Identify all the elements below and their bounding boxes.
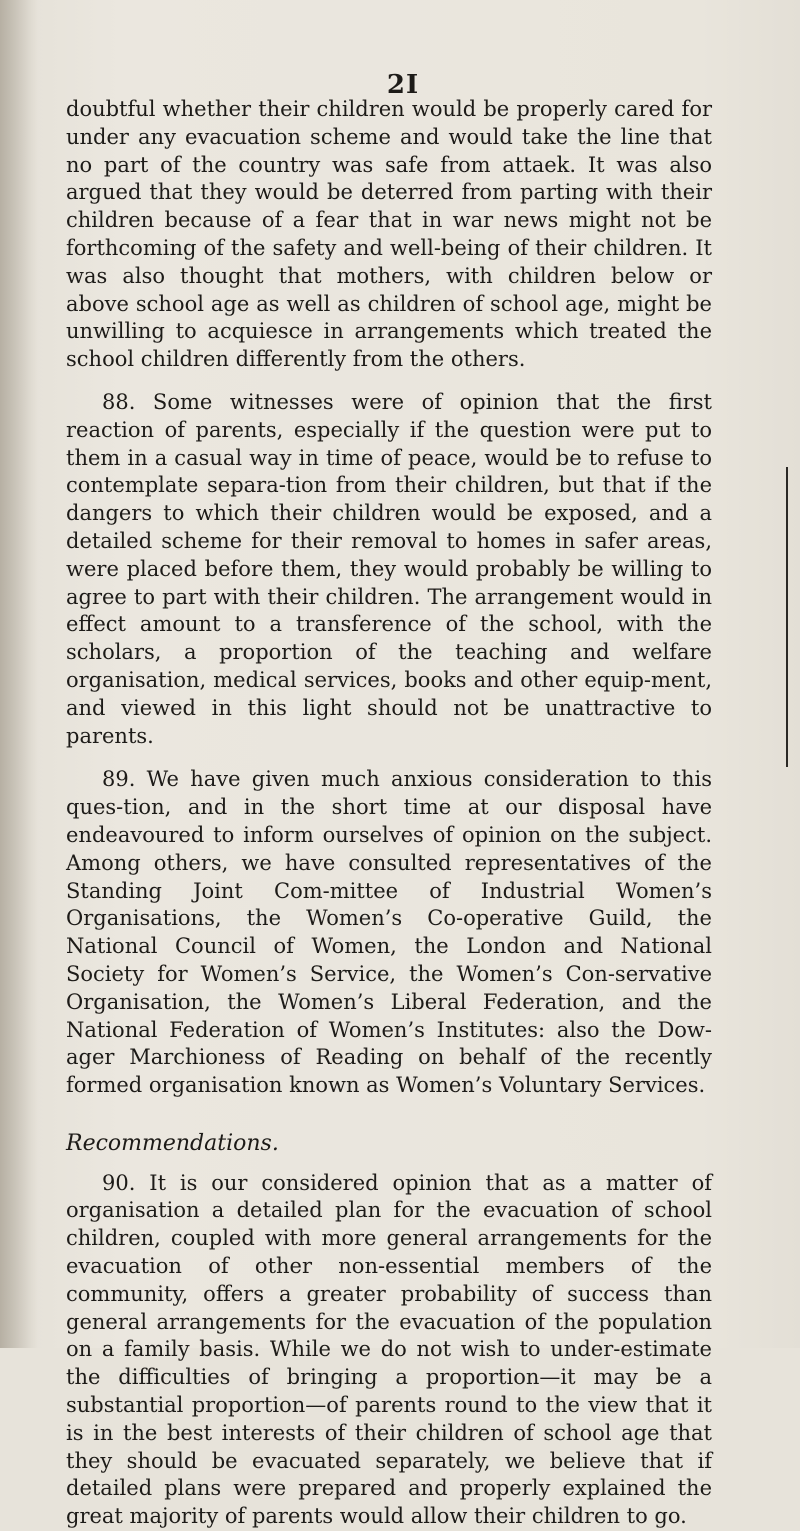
body-text [66, 96, 712, 1531]
paragraph-88: 88. Some witnesses were of opinion that the first reaction of parents, especially if the question were put to them in a casual way in time of peace, would be to refuse to contemplate separa-tion from their children, but that if the dangers to which their children would be exposed, and a detailed scheme for their removal to homes in safer areas, were placed before them, they would probably be willing to agree to part with their children. The arrangement would in effect amount to a transference of the school, with the scholars, a proportion of the teaching and welfare organisation, medical services, books and other equip-ment, and viewed in this light should not be unattractive to parents. [66, 389, 712, 748]
paragraph-continuation: doubtful whether their children would be properly cared for under any evacuation scheme and would take the line that no part of the country was safe from attaek. It was also argued that they would be deterred from parting with their children because of a fear that in war news might not be forthcoming of the safety and well-being of their children. It was also thought that mothers, with children below or above school age as well as children of school age, might be unwilling to acquiesce in arrangements which treated the school children differently from the others. [66, 97, 712, 372]
margin-mark [786, 467, 788, 767]
section-heading: Recommendations. [66, 1130, 279, 1156]
page-number: 2I [386, 70, 420, 100]
paragraph-90: 90. It is our considered opinion that as a matter of organisation a detailed plan for the evacuation of school children, coupled with more general arrangements for the evacuation of other non-essential members of the community, offers a greater probability of success than general arrangements for the evacuation of the population on a family basis. While we do not wish to under-estimate the difficulties of bringing a proportion—it may be a substantial proportion—of parents round to the view that it is in the best interests of their children of school age that they should be evacuated separately, we believe that if detailed plans were prepared and properly explained the great majority of parents would allow their children to go. [66, 1170, 712, 1529]
paragraph-89: 89. We have given much anxious consideration to this ques-tion, and in the short time at our disposal have endeavoured to inform ourselves of opinion on the subject. Among others, we have consulted representatives of the Standing Joint Com-mittee of Industrial Women’s Organisations, the Women’s Co-operative Guild, the National Council of Women, the London and National Society for Women’s Service, the Women’s Con-servative Organisation, the Women’s Liberal Federation, and the National Federation of Women’s Institutes: also the Dow-ager Marchioness of Reading on behalf of the recently formed organisation known as Women’s Voluntary Services. [66, 767, 712, 1098]
binding-shadow [0, 0, 38, 1348]
